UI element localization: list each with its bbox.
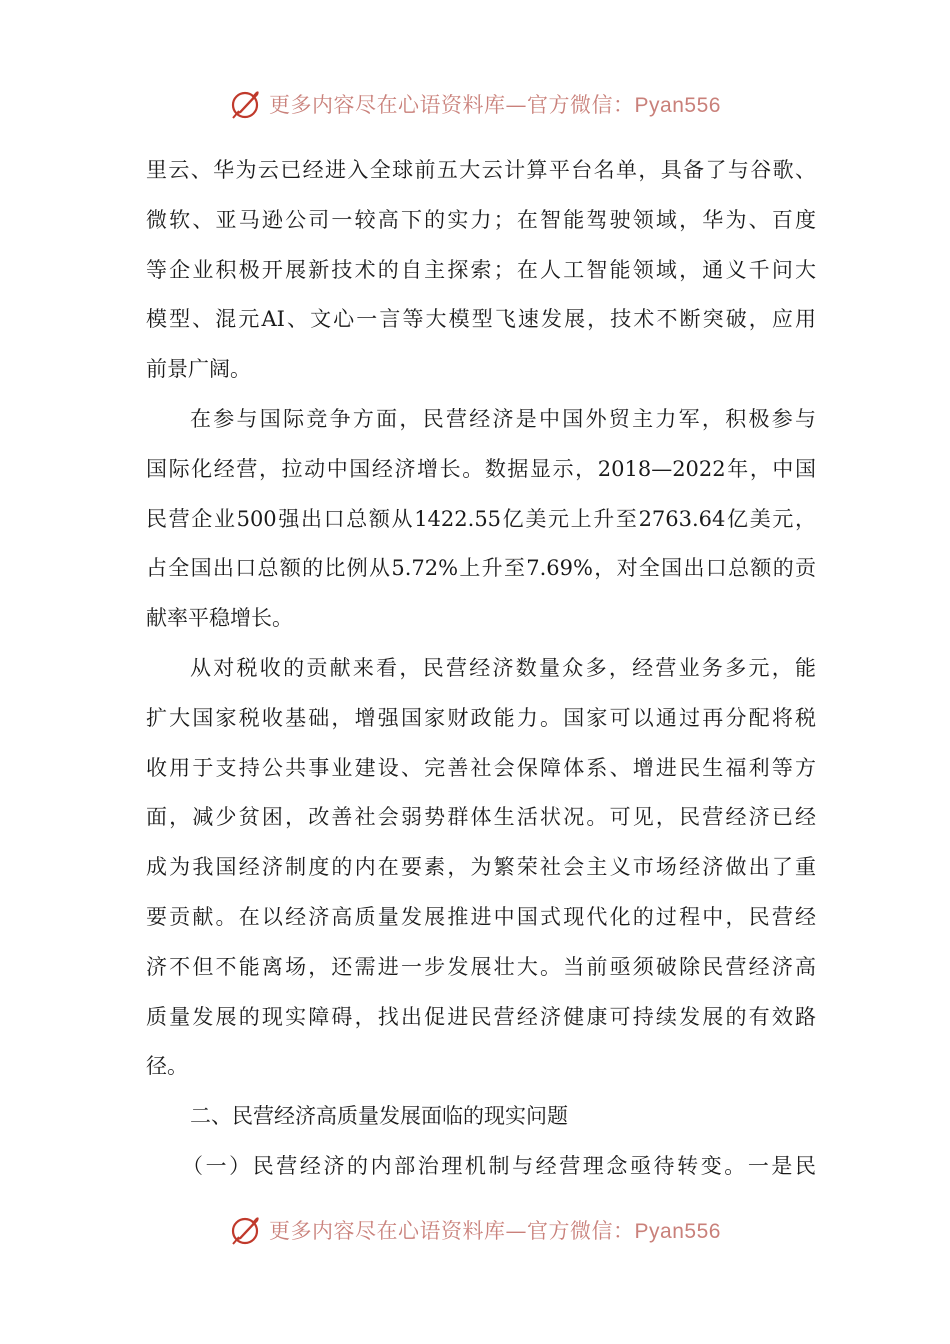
quill-logo-icon [229,1213,263,1247]
quill-logo-icon [229,87,263,121]
text-line: 质量发展的现实障碍，找出促进民营经济健康可持续发展的有效路 [146,1004,816,1029]
text-line: 里云、华为云已经进入全球前五大云计算平台名单，具备了与谷歌、 [146,158,816,182]
header-watermark-banner [0,84,950,124]
section-heading: 二、民营经济高质量发展面临的现实问题 [190,1104,568,1129]
text-line: 等企业积极开展新技术的自主探索；在人工智能领域，通义千问大 [146,257,816,282]
text-line: 要贡献。在以经济高质量发展推进中国式现代化的过程中，民营经 [146,904,816,929]
text-line: 济不但不能离场，还需进一步发展壮大。当前亟须破除民营经济高 [146,954,816,979]
text-line: 扩大国家税收基础，增强国家财政能力。国家可以通过再分配将税 [146,705,816,730]
text-line: 献率平稳增长。 [146,606,293,631]
text-line: 占全国出口总额的比例从5.72%上升至7.69%，对全国出口总额的贡 [146,556,816,581]
footer-watermark-banner [0,1210,950,1250]
text-line: 收用于支持公共事业建设、完善社会保障体系、增进民生福利等方 [146,755,816,780]
text-line: 民营企业500强出口总额从1422.55亿美元上升至2763.64亿美元， [146,506,816,531]
text-line: 前景广阔。 [146,357,251,382]
text-line: 成为我国经济制度的内在要素，为繁荣社会主义市场经济做出了重 [146,855,816,880]
text-line: 径。 [146,1054,188,1079]
text-line: 微软、亚马逊公司一较高下的实力；在智能驾驶领域，华为、百度 [146,207,816,232]
banner-text: 更多内容尽在心语资料库—官方微信：Pyan556 [269,1219,721,1243]
body-text [146,146,816,1192]
paragraph-first-line: 从对税收的贡献来看，民营经济数量众多，经营业务多元，能 [190,655,816,680]
banner-text: 更多内容尽在心语资料库—官方微信：Pyan556 [269,93,721,117]
paragraph-first-line: 在参与国际竞争方面，民营经济是中国外贸主力军，积极参与 [190,406,816,431]
text-line: 模型、混元AI、文心一言等大模型飞速发展，技术不断突破，应用 [146,307,816,332]
text-line: 国际化经营，拉动中国经济增长。数据显示，2018—2022年，中国 [146,456,816,481]
text-line: 面，减少贫困，改善社会弱势群体生活状况。可见，民营经济已经 [146,805,816,830]
subsection-first-line: （一）民营经济的内部治理机制与经营理念亟待转变。一是民 [182,1153,816,1178]
